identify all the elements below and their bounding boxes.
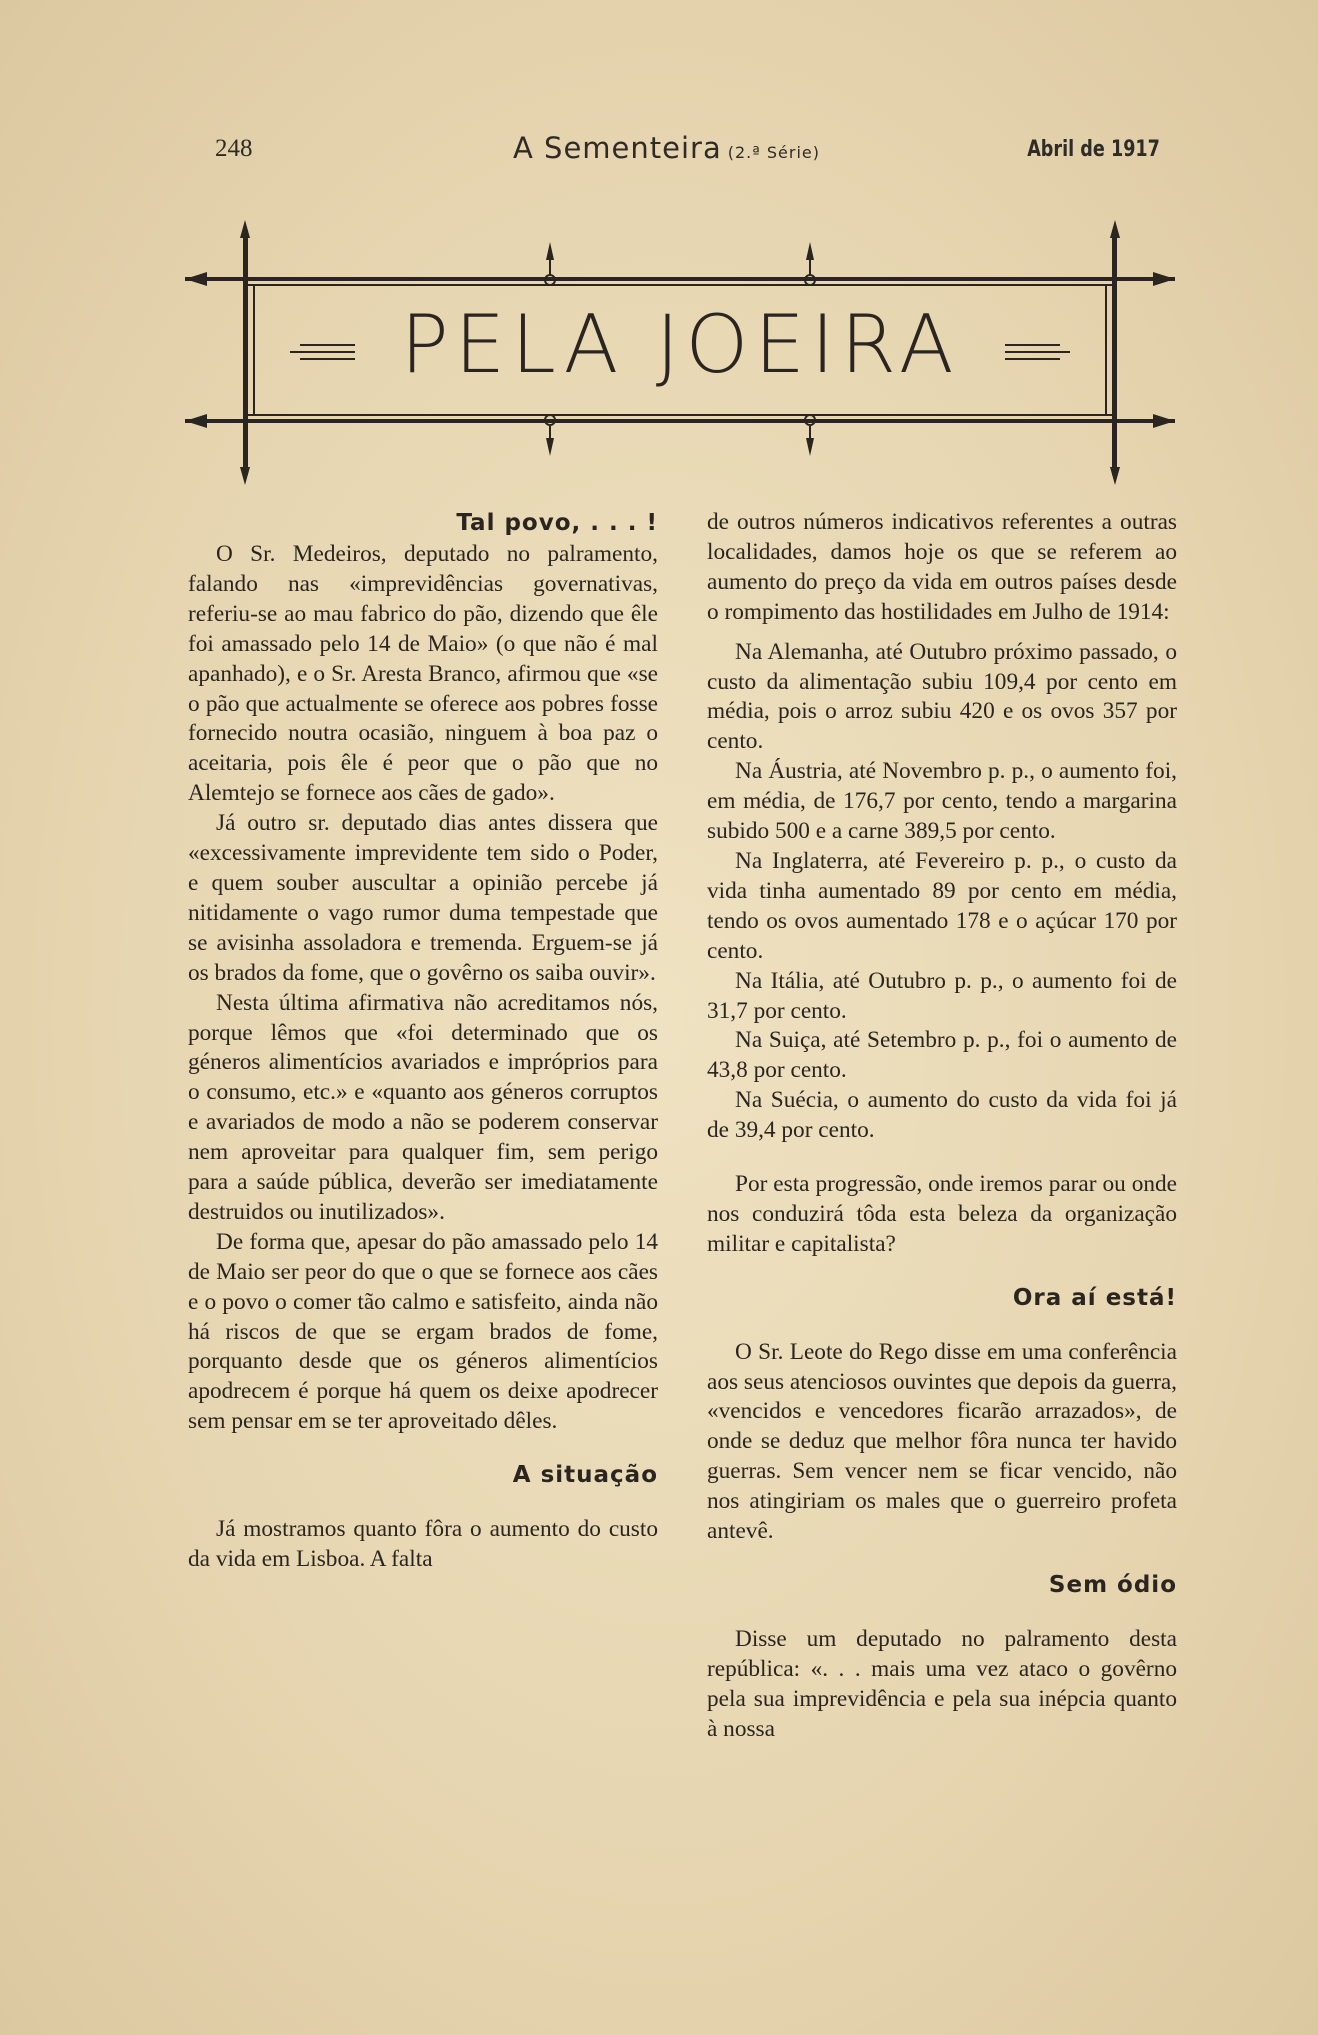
paragraph: Já outro sr. deputado dias antes dissera que «excessivamente imprevidente tem sido o Poder, e quem souber auscultar a opinião percebe já nitidamente o vago rumor duma tempestade que se avisinha assoladora e tremenda. Erguem-se já os brados da fome, que o govêrno os saiba ouvir».: [188, 810, 658, 986]
paragraph: Por esta progressão, onde iremos parar ou onde nos conduzirá tôda esta beleza da organização militar e capitalista?: [707, 1171, 1177, 1257]
paragraph: Já mostramos quanto fôra o aumento do custo da vida em Lisboa. A falta: [188, 1516, 658, 1572]
paragraph: Na Inglaterra, até Fevereiro p. p., o custo da vida tinha aumentado 89 por cento em média, tendo os ovos aumentado 178 e o açúcar 170 por cento.: [707, 847, 1177, 964]
heading-tal-povo: Tal povo, . . . !: [456, 510, 658, 536]
paragraph: de outros números indicativos referentes a outras localidades, damos hoje os que se referem ao aumento do preço da vida em outros países desde o rompimento das hostilidades em Julho de 1914:: [707, 509, 1177, 625]
left-column: [188, 540, 658, 1575]
publication-name: A Sementeira: [513, 131, 722, 165]
paragraph: Disse um deputado no palramento desta república: «. . . mais uma vez ataco o govêrno pela sua imprevidência e pela sua inépcia quanto à nossa: [707, 1625, 1177, 1742]
banner-title: PELA JOEIRA: [400, 298, 960, 391]
right-column: [707, 508, 1177, 1745]
paragraph: O Sr. Medeiros, deputado no palramento, falando nas «imprevidências governativas, referiu-se ao mau fabrico do pão, dizendo que êle foi amassado pelo 14 de Maio» (o que não é mal apanhado), e o Sr. Aresta Branco, afirmou que «se o pão que actualmente se oferece aos pobres fosse fornecido noutra ocasião, ninguem à boa paz o aceitaria, pois êle é peor que o pão que no Alemtejo se fornece aos cães de gado».: [188, 541, 658, 807]
paragraph: Na Suécia, o aumento do custo da vida foi já de 39,4 por cento.: [707, 1087, 1177, 1144]
paragraph: Na Áustria, até Novembro p. p., o aumento foi, em média, de 176,7 por cento, tendo a margarina subido 500 e a carne 389,5 por cento.: [707, 758, 1177, 845]
page-header: [215, 131, 1160, 175]
paragraph: Na Suiça, até Setembro p. p., foi o aumento de 43,8 por cento.: [707, 1027, 1177, 1084]
heading-sem-odio: Sem ódio: [1048, 1572, 1177, 1598]
paragraph: De forma que, apesar do pão amassado pelo 14 de Maio ser peor do que o que se fornece aos cães e o povo o comer tão calmo e satisfeito, ainda não há riscos de que se ergam brados de fome, porquanto desde que os géneros alimentícios apodrecem é porque há quem os deixe apodrecer sem pensar em se ter aproveitado dêles.: [188, 1228, 658, 1435]
page-number: 248: [215, 135, 253, 162]
series-label: (2.ª Série): [727, 143, 820, 162]
paragraph: Na Alemanha, até Outubro próximo passado, o custo da alimentação subiu 109,4 por cento em média, pois o arroz subiu 420 e os ovos 357 por cento.: [707, 638, 1177, 755]
heading-a-situacao: A situação: [512, 1462, 658, 1489]
paragraph: Nesta última afirmativa não acreditamos nós, porque lêmos que «foi determinado que os géneros alimentícios avariados e impróprios para o consumo, etc.» e «quanto aos géneros corruptos e avariados de modo a não se poderem conservar nem aproveitar para qualquer fim, sem perigo para a saúde pública, deverão ser imediatamente destruidos ou inutilizados».: [188, 989, 658, 1225]
paragraph: O Sr. Leote do Rego disse em uma conferência aos seus atenciosos ouvintes que depois da guerra, «vencidos e vencedores ficarão arrazados», de onde se deduz que melhor fôra nunca ter havido guerras. Sem vencer nem se ficar vencido, não nos atingiriam os males que o guerreiro profeta antevê.: [707, 1338, 1177, 1545]
paragraph: Na Itália, até Outubro p. p., o aumento foi de 31,7 por cento.: [707, 967, 1177, 1024]
issue-date: Abril de 1917: [1027, 137, 1160, 162]
section-banner: [185, 220, 1175, 485]
publication-title: [513, 131, 820, 165]
heading-ora-ai-esta: Ora aí está!: [1012, 1284, 1177, 1311]
